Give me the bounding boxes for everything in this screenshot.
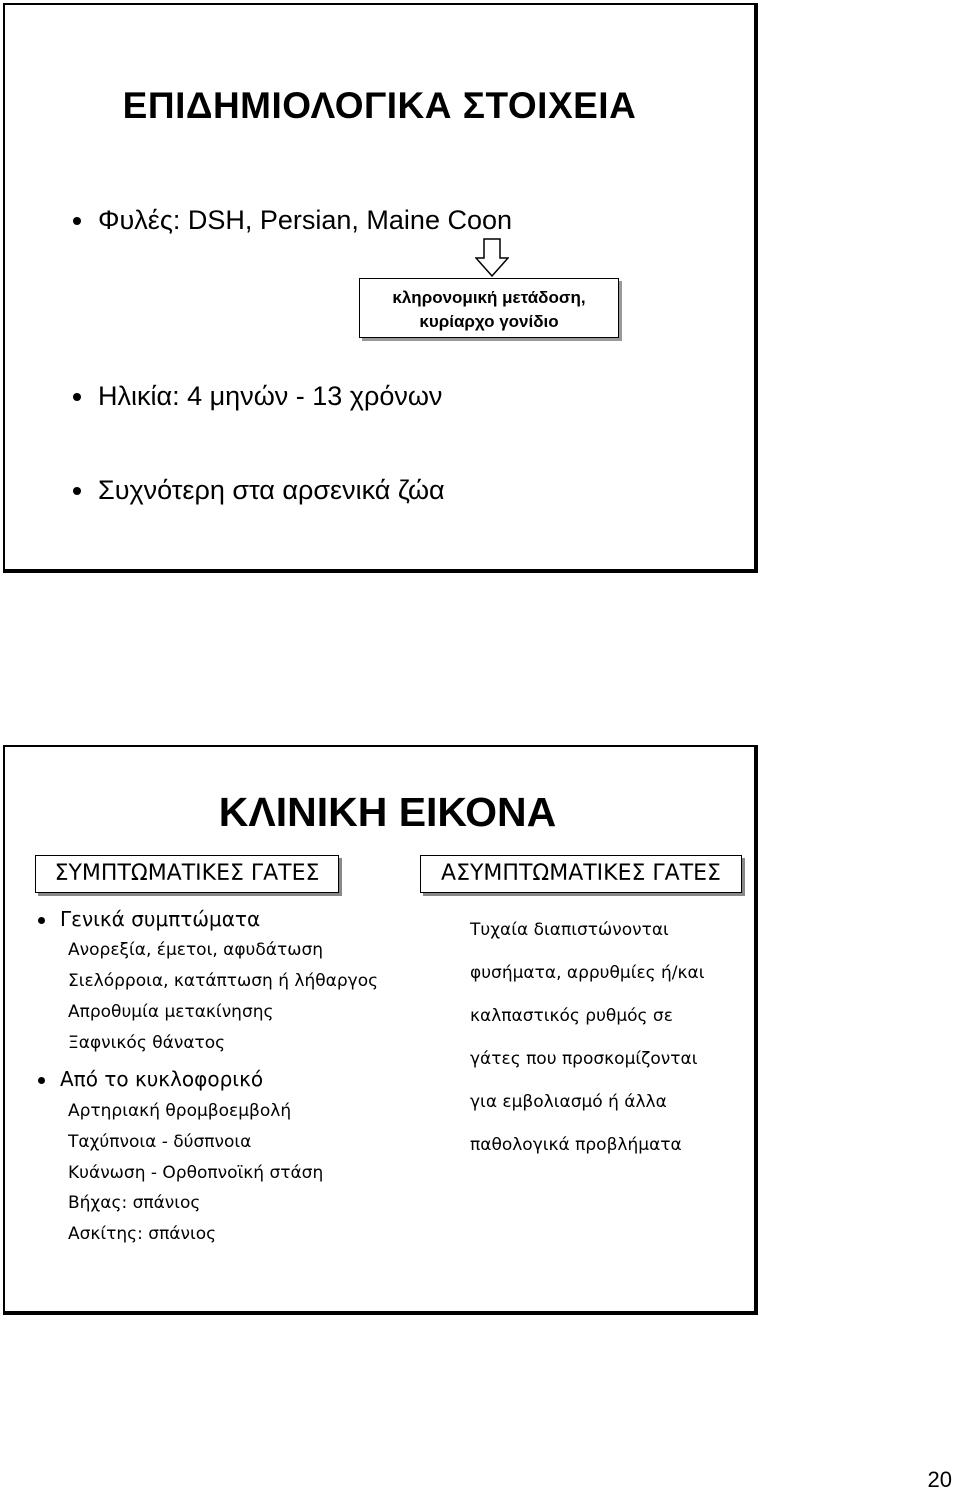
circulatory-bullet	[60, 1067, 263, 1091]
callout-line: κληρονομική μετάδοση,	[392, 288, 586, 307]
symptom-item: Απροθυμία μετακίνησης	[68, 1002, 274, 1022]
symptomatic-header: ΣΥΜΠΤΩΜΑΤΙΚΕΣ ΓΑΤΕΣ	[35, 855, 339, 893]
down-arrow-icon	[475, 238, 509, 278]
bullet-dot	[38, 1077, 45, 1084]
asymptomatic-line: φυσήματα, αρρυθμίες ή/και	[470, 963, 705, 983]
bullet-dot	[73, 217, 81, 225]
general-symptoms-bullet	[60, 907, 260, 931]
symptom-item: Ξαφνικός θάνατος	[68, 1033, 226, 1053]
slide-title: ΕΠΙΔΗΜΙΟΛΟΓΙΚΑ ΣΤΟΙΧΕΙΑ	[122, 85, 637, 126]
bullet-dot	[73, 487, 81, 495]
asymptomatic-line: παθολογικά προβλήματα	[470, 1135, 682, 1155]
bullet-dot	[38, 917, 45, 924]
asymptomatic-line: γάτες που προσκομίζονται	[470, 1049, 698, 1069]
symptom-item: Ταχύπνοια - δύσπνοια	[68, 1132, 252, 1152]
symptom-item: Βήχας: σπάνιος	[68, 1193, 201, 1213]
symptom-item: Σιελόρροια, κατάπτωση ή λήθαργος	[68, 971, 379, 991]
asymptomatic-line: για εμβολιασμό ή άλλα	[470, 1092, 667, 1112]
symptom-item: Κυάνωση - Ορθοπνοϊκή στάση	[68, 1163, 324, 1183]
bullet-text: Φυλές: DSH, Persian, Maine Coon	[98, 205, 513, 235]
bullet-dot	[73, 393, 81, 401]
symptom-item: Αρτηριακή θρομβοεμβολή	[68, 1101, 292, 1121]
callout-line: κυρίαρχο γονίδιο	[419, 312, 559, 331]
page-number: 20	[927, 1467, 952, 1492]
slide-epidemiology	[3, 3, 758, 573]
slide-clinical-picture	[3, 745, 758, 1315]
bullet-text: Συχνότερη στα αρσενικά ζώα	[98, 475, 445, 505]
symptom-item: Ασκίτης: σπάνιος	[68, 1224, 217, 1244]
asymptomatic-header: ΑΣΥΜΠΤΩΜΑΤΙΚΕΣ ΓΑΤΕΣ	[420, 855, 742, 893]
bullet-text: Ηλικία: 4 μηνών - 13 χρόνων	[98, 381, 443, 411]
asymptomatic-line: καλπαστικός ρυθμός σε	[470, 1006, 673, 1026]
bullet-text: Γενικά συμπτώματα	[60, 907, 261, 931]
asymptomatic-line: Τυχαία διαπιστώνονται	[470, 920, 669, 940]
bullet-text: Από το κυκλοφορικό	[60, 1067, 264, 1091]
slide-title: ΚΛΙΝΙΚΗ ΕΙΚΟΝΑ	[218, 789, 557, 835]
symptom-item: Ανορεξία, έμετοι, αφυδάτωση	[68, 940, 324, 960]
inheritance-callout	[359, 278, 619, 338]
